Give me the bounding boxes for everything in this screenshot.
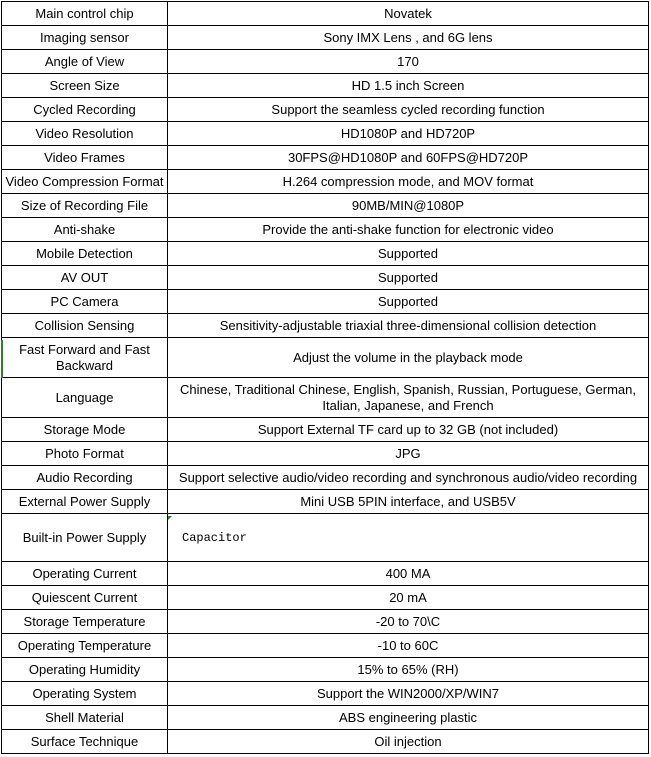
table-row <box>2 218 649 242</box>
spec-label-storage-mode: Storage Mode <box>2 418 168 442</box>
spec-value-video-resolution: HD1080P and HD720P <box>168 122 649 146</box>
spec-value-photo-format: JPG <box>168 442 649 466</box>
spec-label-language: Language <box>2 378 168 418</box>
table-row <box>2 2 649 26</box>
spec-label-built-in-power-supply: Built-in Power Supply <box>2 514 168 562</box>
table-row <box>2 242 649 266</box>
table-row <box>2 658 649 682</box>
table-row <box>2 26 649 50</box>
spec-label-operating-humidity: Operating Humidity <box>2 658 168 682</box>
spec-value-quiescent-current: 20 mA <box>168 586 649 610</box>
spec-label-video-compression-format: Video Compression Format <box>2 170 168 194</box>
table-row <box>2 98 649 122</box>
cell-error-indicator <box>168 516 172 520</box>
table-row <box>2 122 649 146</box>
spec-label-operating-current: Operating Current <box>2 562 168 586</box>
spec-value-cycled-recording: Support the seamless cycled recording function <box>168 98 649 122</box>
table-row <box>2 562 649 586</box>
table-row <box>2 442 649 466</box>
spec-value-screen-size: HD 1.5 inch Screen <box>168 74 649 98</box>
spec-label-quiescent-current: Quiescent Current <box>2 586 168 610</box>
spec-label-av-out: AV OUT <box>2 266 168 290</box>
spec-label-mobile-detection: Mobile Detection <box>2 242 168 266</box>
table-row <box>2 194 649 218</box>
table-row <box>2 514 649 562</box>
spec-label-angle-of-view: Angle of View <box>2 50 168 74</box>
spec-label-storage-temperature: Storage Temperature <box>2 610 168 634</box>
spec-value-size-of-recording-file: 90MB/MIN@1080P <box>168 194 649 218</box>
spec-label-surface-technique: Surface Technique <box>2 730 168 754</box>
spec-label-photo-format: Photo Format <box>2 442 168 466</box>
table-row <box>2 146 649 170</box>
spec-value-external-power-supply: Mini USB 5PIN interface, and USB5V <box>168 490 649 514</box>
spec-value-main-control-chip: Novatek <box>168 2 649 26</box>
spec-label-main-control-chip: Main control chip <box>2 2 168 26</box>
table-row <box>2 634 649 658</box>
table-row <box>2 490 649 514</box>
table-row <box>2 682 649 706</box>
spec-label-size-of-recording-file: Size of Recording File <box>2 194 168 218</box>
table-row <box>2 50 649 74</box>
spec-label-audio-recording: Audio Recording <box>2 466 168 490</box>
spec-label-collision-sensing: Collision Sensing <box>2 314 168 338</box>
table-row <box>2 314 649 338</box>
table-row <box>2 730 649 754</box>
spec-value-operating-current: 400 MA <box>168 562 649 586</box>
table-row <box>2 378 649 418</box>
spec-table <box>1 1 649 754</box>
spec-value-operating-humidity: 15% to 65% (RH) <box>168 658 649 682</box>
table-row <box>2 418 649 442</box>
table-row <box>2 74 649 98</box>
spec-label-video-resolution: Video Resolution <box>2 122 168 146</box>
spec-label-anti-shake: Anti-shake <box>2 218 168 242</box>
table-row <box>2 338 649 378</box>
spec-value-audio-recording: Support selective audio/video recording and synchronous audio/video recording <box>168 466 649 490</box>
spec-value-collision-sensing: Sensitivity-adjustable triaxial three-dimensional collision detection <box>168 314 649 338</box>
spec-value-built-in-power-supply: Capacitor <box>168 514 649 562</box>
table-row <box>2 266 649 290</box>
table-row <box>2 586 649 610</box>
spec-value-pc-camera: Supported <box>168 290 649 314</box>
spec-label-operating-system: Operating System <box>2 682 168 706</box>
spec-value-shell-material: ABS engineering plastic <box>168 706 649 730</box>
spec-label-shell-material: Shell Material <box>2 706 168 730</box>
table-row <box>2 610 649 634</box>
table-row <box>2 466 649 490</box>
spec-value-storage-mode: Support External TF card up to 32 GB (not included) <box>168 418 649 442</box>
spec-label-cycled-recording: Cycled Recording <box>2 98 168 122</box>
spec-value-fast-forward-backward: Adjust the volume in the playback mode <box>168 338 649 378</box>
spec-label-imaging-sensor: Imaging sensor <box>2 26 168 50</box>
cell-selection-marker <box>1 340 3 378</box>
spec-label-pc-camera: PC Camera <box>2 290 168 314</box>
spec-value-storage-temperature: -20 to 70\C <box>168 610 649 634</box>
spec-value-operating-system: Support the WIN2000/XP/WIN7 <box>168 682 649 706</box>
spec-label-operating-temperature: Operating Temperature <box>2 634 168 658</box>
spec-label-external-power-supply: External Power Supply <box>2 490 168 514</box>
spec-value-language: Chinese, Traditional Chinese, English, Spanish, Russian, Portuguese, German, Italian, Japanese, and French <box>168 378 649 418</box>
spec-value-operating-temperature: -10 to 60C <box>168 634 649 658</box>
table-row <box>2 170 649 194</box>
table-row <box>2 290 649 314</box>
spec-value-av-out: Supported <box>168 266 649 290</box>
spec-value-imaging-sensor: Sony IMX Lens , and 6G lens <box>168 26 649 50</box>
spec-value-anti-shake: Provide the anti-shake function for electronic video <box>168 218 649 242</box>
spec-value-mobile-detection: Supported <box>168 242 649 266</box>
spec-value-video-frames: 30FPS@HD1080P and 60FPS@HD720P <box>168 146 649 170</box>
spec-label-video-frames: Video Frames <box>2 146 168 170</box>
spec-label-fast-forward-backward: Fast Forward and Fast Backward <box>2 338 168 378</box>
spec-value-surface-technique: Oil injection <box>168 730 649 754</box>
spec-value-video-compression-format: H.264 compression mode, and MOV format <box>168 170 649 194</box>
spec-value-angle-of-view: 170 <box>168 50 649 74</box>
table-row <box>2 706 649 730</box>
spec-label-screen-size: Screen Size <box>2 74 168 98</box>
